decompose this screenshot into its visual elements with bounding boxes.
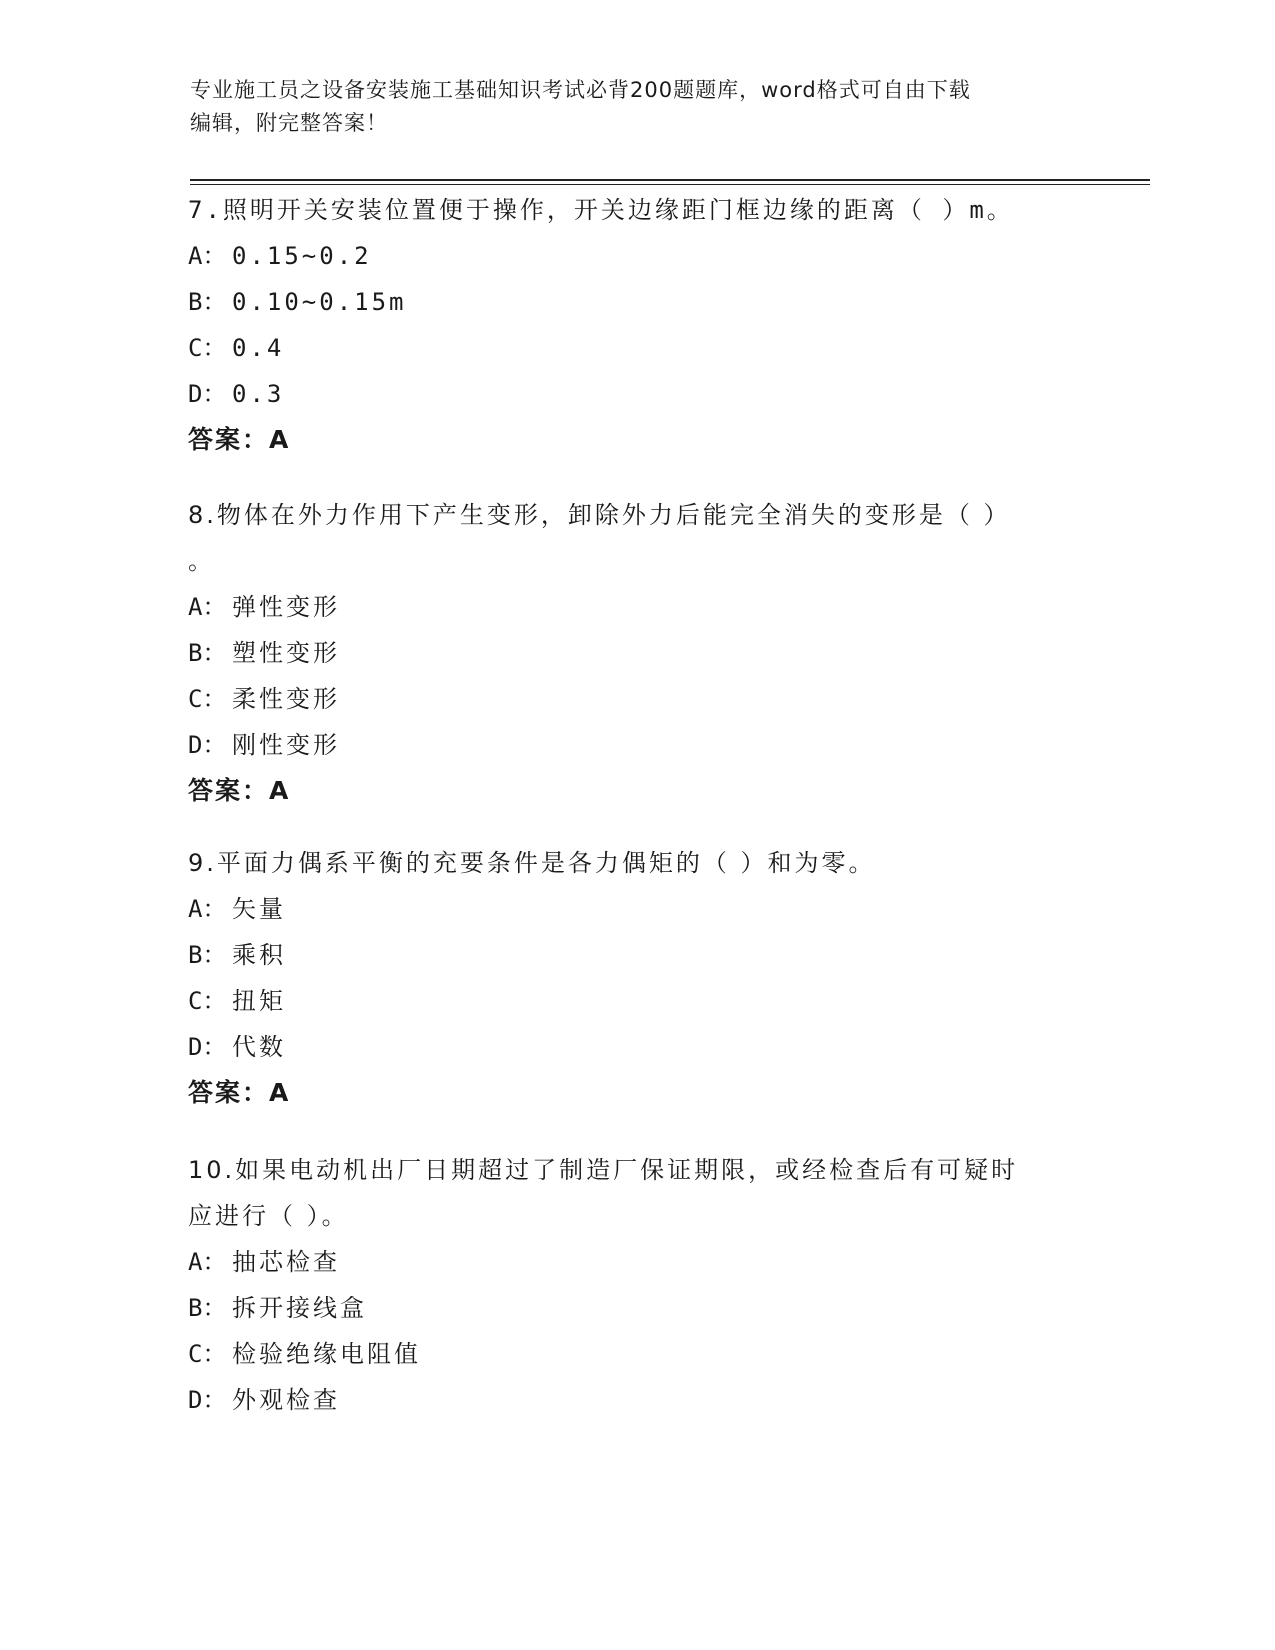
option-b <box>188 630 1088 676</box>
option-c <box>188 978 1088 1024</box>
option-text: 矢量 <box>232 895 286 923</box>
header-line-2: 编辑，附完整答案！ <box>190 111 388 135</box>
option-a <box>188 886 1088 932</box>
question-stem-continued: 应进行（ ）。 <box>188 1202 349 1230</box>
option-text: 0.4 <box>232 334 285 362</box>
option-a <box>188 233 1088 279</box>
question-stem: 9.平面力偶系平衡的充要条件是各力偶矩的（ ）和为零。 <box>188 849 876 877</box>
option-key: C： <box>188 334 227 362</box>
question-stem: 8.物体在外力作用下产生变形，卸除外力后能完全消失的变形是（ ） <box>188 501 1011 529</box>
document-header <box>190 74 1090 140</box>
option-d <box>188 1377 1088 1423</box>
option-text: 0.3 <box>232 380 285 408</box>
option-text: 0.10~0.15m <box>232 288 407 316</box>
option-key: A： <box>188 895 227 923</box>
option-text: 拆开接线盒 <box>232 1294 367 1322</box>
option-text: 外观检查 <box>232 1386 340 1414</box>
option-b <box>188 932 1088 978</box>
option-key: B： <box>188 639 227 667</box>
option-key: D： <box>188 380 227 408</box>
option-key: B： <box>188 941 227 969</box>
option-c <box>188 676 1088 722</box>
option-text: 柔性变形 <box>232 685 340 713</box>
option-key: D： <box>188 1386 227 1414</box>
option-d <box>188 1024 1088 1070</box>
question-stem: 7.照明开关安装位置便于操作，开关边缘距门框边缘的距离（ ）m。 <box>188 196 1014 224</box>
option-key: A： <box>188 593 227 621</box>
option-key: A： <box>188 1248 227 1276</box>
answer-label: 答案：A <box>188 1078 291 1107</box>
question-8 <box>188 492 1088 814</box>
header-divider-thin <box>190 184 1150 185</box>
answer-label: 答案：A <box>188 425 291 454</box>
option-key: D： <box>188 731 227 759</box>
option-a <box>188 584 1088 630</box>
option-text: 0.15~0.2 <box>232 242 372 270</box>
option-key: B： <box>188 1294 227 1322</box>
question-9 <box>188 840 1088 1116</box>
option-b <box>188 279 1088 325</box>
option-b <box>188 1285 1088 1331</box>
option-c <box>188 325 1088 371</box>
option-text: 弹性变形 <box>232 593 340 621</box>
option-text: 乘积 <box>232 941 286 969</box>
option-key: D： <box>188 1033 227 1061</box>
question-7 <box>188 187 1088 463</box>
question-10 <box>188 1147 1088 1423</box>
option-text: 代数 <box>232 1033 286 1061</box>
option-key: B： <box>188 288 227 316</box>
option-a <box>188 1239 1088 1285</box>
option-c <box>188 1331 1088 1377</box>
option-key: A： <box>188 242 227 270</box>
option-d <box>188 371 1088 417</box>
option-text: 塑性变形 <box>232 639 340 667</box>
option-text: 抽芯检查 <box>232 1248 340 1276</box>
option-text: 扭矩 <box>232 987 286 1015</box>
option-d <box>188 722 1088 768</box>
header-line-1: 专业施工员之设备安装施工基础知识考试必背200题题库，word格式可自由下载 <box>190 78 971 102</box>
question-stem: 10.如果电动机出厂日期超过了制造厂保证期限，或经检查后有可疑时 <box>188 1156 1019 1184</box>
option-key: C： <box>188 1340 227 1368</box>
option-key: C： <box>188 685 227 713</box>
answer-label: 答案：A <box>188 776 291 805</box>
question-stem-continued: 。 <box>188 547 215 575</box>
option-text: 检验绝缘电阻值 <box>232 1340 421 1368</box>
header-divider-thick <box>190 179 1150 181</box>
option-text: 刚性变形 <box>232 731 340 759</box>
option-key: C： <box>188 987 227 1015</box>
